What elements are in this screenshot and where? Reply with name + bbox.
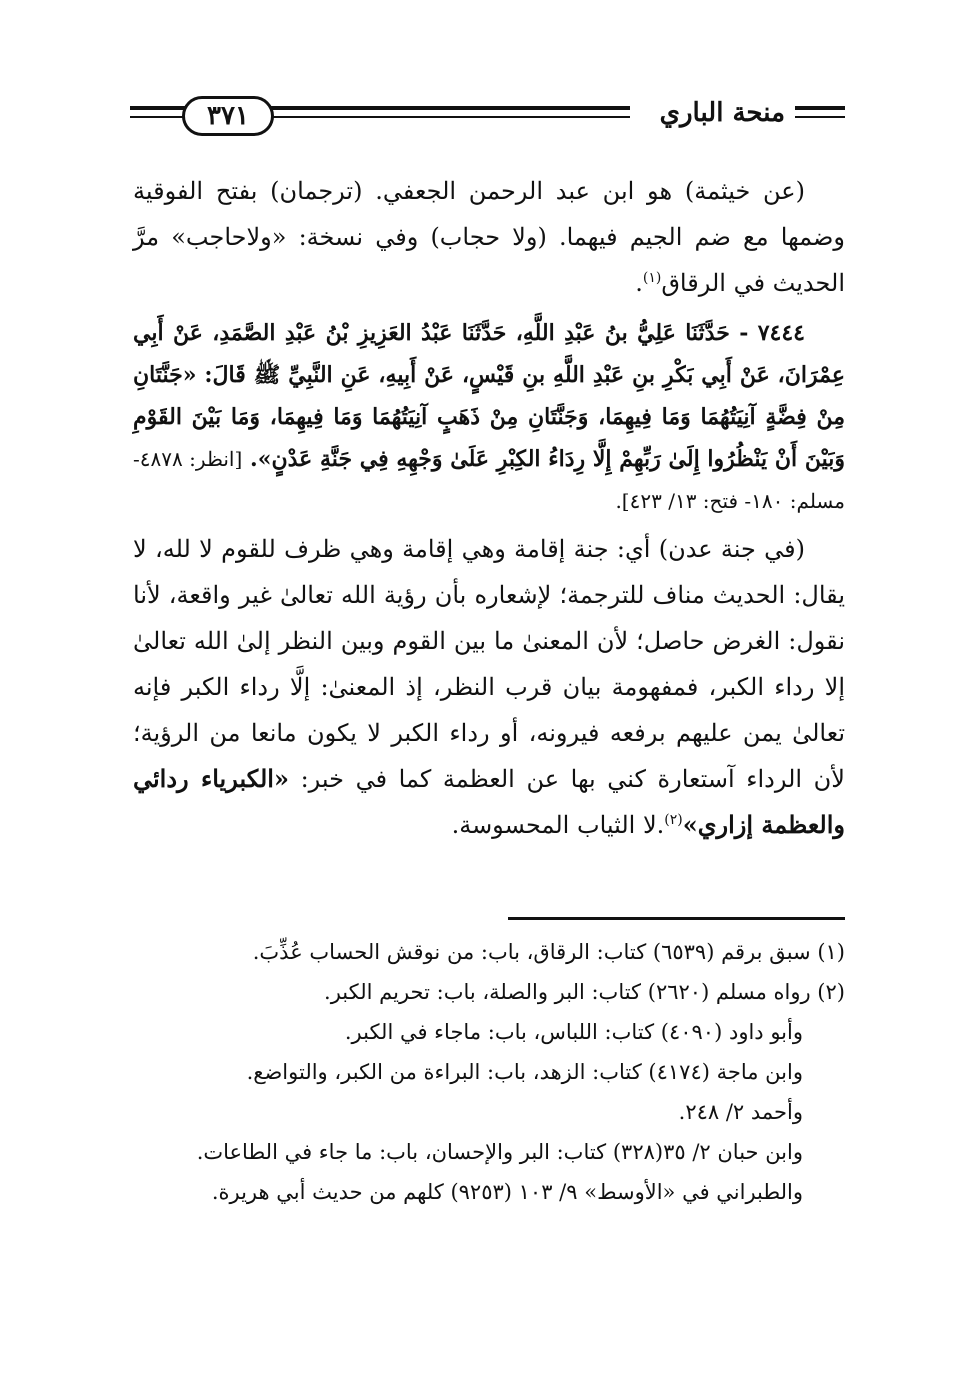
footnote-2-line: وأبو داود (٤٠٩٠) كتاب: اللباس، باب: ماجاء في الكبر. [344, 1020, 803, 1044]
header-rule-middle-bottom [270, 116, 630, 118]
footnotes [130, 932, 845, 1212]
footnote-ref-1[interactable]: (١) [642, 270, 662, 286]
header-rule-right-top [795, 106, 845, 110]
footnote-2-line: وأحمد ٢/ ٢٤٨. [678, 1100, 803, 1124]
footnote-ref-2[interactable]: (٢) [664, 812, 683, 828]
book-title: منحة الباري [659, 98, 785, 128]
footnote-2-line: وابن حبان ٢/ ٣٥(٣٢٨) كتاب: البر والإحسان، باب: ما جاء في الطاعات. [196, 1140, 803, 1164]
page-header [130, 92, 845, 142]
footnote-2-line: والطبراني في «الأوسط» ٩/ ١٠٣ (٩٢٥٣) كلهم من حديث أبي هريرة. [211, 1180, 803, 1204]
footnote-2-line: وابن ماجة (٤١٧٤) كتاب: الزهد، باب: البراءة من الكبر، والتواضع. [246, 1060, 803, 1084]
footnote-1: (١) سبق برقم (٦٥٣٩) كتاب: الرقاق، باب: من نوقش الحساب عُذِّبَ. [252, 940, 845, 964]
hadith-reference: [انظر: ٤٨٧٨- مسلم: ١٨٠- فتح: ١٣/ ٤٢٣]. [133, 447, 845, 513]
footnote-2: (٢) رواه مسلم (٢٦٢٠) كتاب: البر والصلة، باب: تحريم الكبر. [324, 980, 845, 1004]
page-number: ٣٧١ [182, 96, 274, 136]
hadith-text: ٧٤٤٤ - حَدَّثَنَا عَلِيُّ بنُ عَبْدِ اللَّهِ، حَدَّثَنَا عَبْدُ العَزِيزِ بْنُ عَبْدِ الصَّمَدِ، عَنْ أَبِي عِمْرَانَ، عَنْ أَبِي بَكْرِ بنِ عَبْدِ اللَّهِ بنِ قَيْسٍ، عَنْ أَبِيهِ، عَنِ النَّبِيِّ ﷺ قَالَ: «جَنَّتَانِ مِنْ فِضَّةٍ آنِيَتُهُمَا وَمَا فِيهِمَا، وَجَنَّتَانِ مِنْ ذَهَبٍ آنِيَتُهُمَا وَمَا فِيهِمَا، وَمَا بَيْنَ القَوْمِ وَبَيْنَ أَنْ يَنْظُرُوا إِلَىٰ رَبِّهِمْ إِلَّا رِدَاءُ الكِبْرِ عَلَىٰ وَجْهِهِ فِي جَنَّةِ عَدْنٍ». [133, 320, 845, 472]
footnote-separator [508, 917, 845, 920]
quoted-hadith: «الكبرياء ردائي والعظمة إزاري» [133, 764, 845, 839]
header-rule-right-bottom [795, 116, 845, 118]
header-rule-left-bottom [130, 116, 190, 118]
hadith-block [133, 312, 845, 522]
commentary-paragraph-1: (عن خيثمة) هو ابن عبد الرحمن الجعفي. (ترجمان) بفتح الفوقية وضمها مع ضم الجيم فيهما. (ولا حجاب) وفي نسخة: «ولاحاجب» مرَّ الحديث في الرقاق$^{(١)}$. [133, 177, 845, 297]
commentary-paragraph-2: (في جنة عدن) أي: جنة إقامة وهي إقامة وهي ظرف للقوم لا لله، لا يقال: الحديث مناف للترجمة؛ لإشعاره بأن رؤية الله تعالىٰ غير واقعة، لأنا نقول: الغرض حاصل؛ لأن المعنىٰ ما بين القوم وبين النظر إلىٰ الله تعالىٰ إلا رداء الكبر، فمفهومة بيان قرب النظر، إذ المعنىٰ: إلَّا رداء الكبر فإنه تعالىٰ يمن عليهم برفعه فيرونه، أو رداء الكبر لا يكون مانعا من الرؤية؛ لأن الرداء آستعارة كني بها عن العظمة كما في خبر: «الكبرياء ردائي والعظمة إزاري»$^{(٢)}$.لا الثياب المحسوسة. [133, 535, 845, 839]
header-rule-middle-top [270, 106, 630, 110]
header-rule-left-top [130, 106, 190, 110]
main-text [133, 168, 845, 848]
